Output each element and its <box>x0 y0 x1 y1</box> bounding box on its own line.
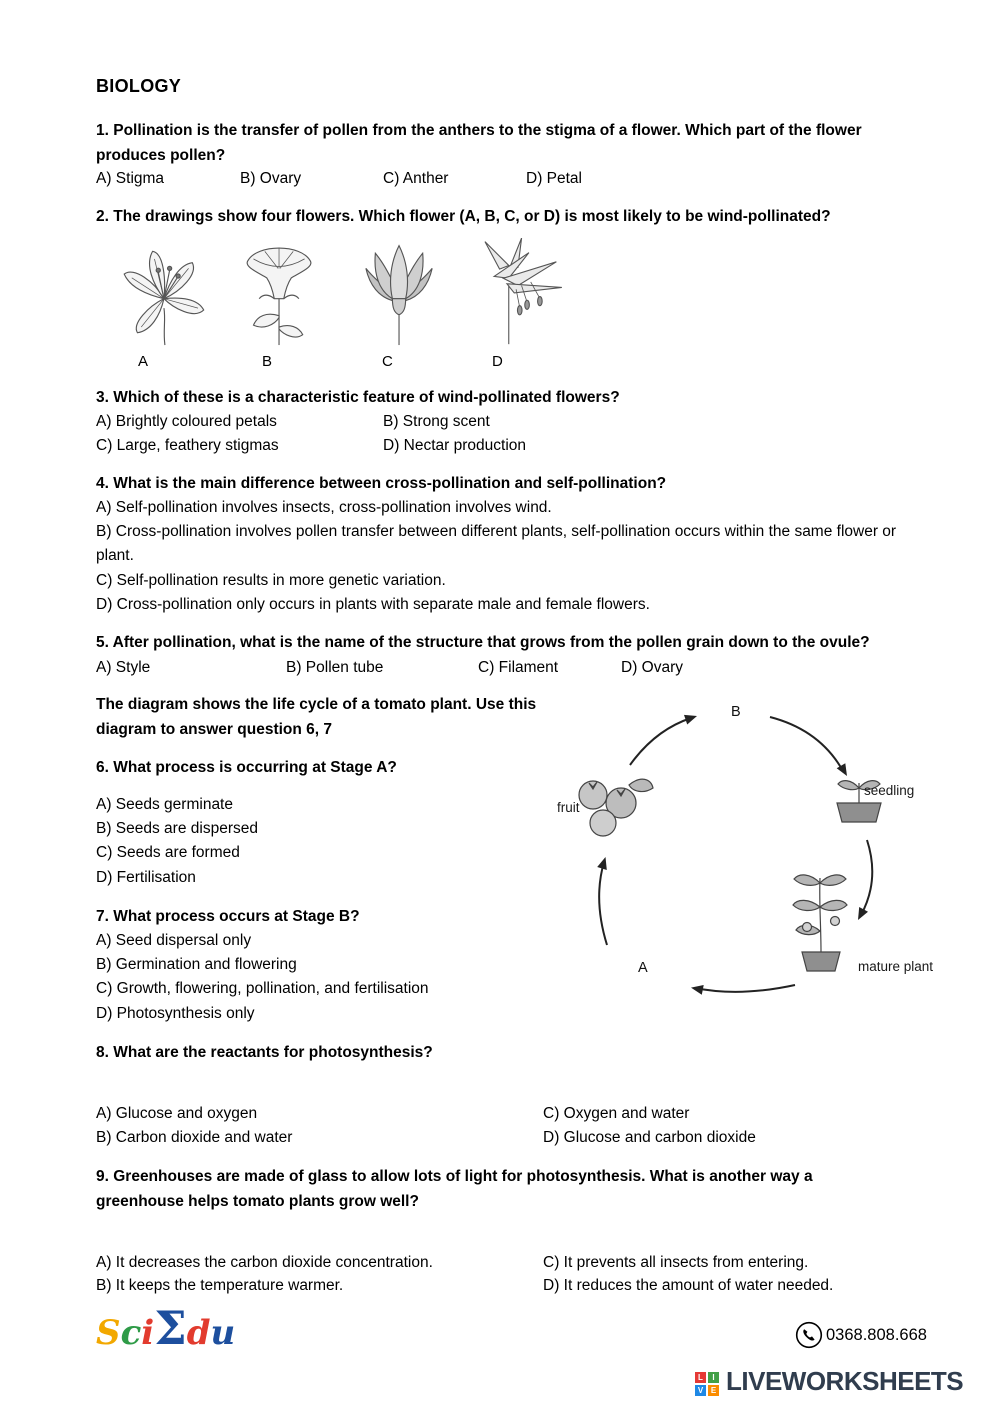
flower-d-label: D <box>492 353 503 370</box>
q1-option-a[interactable]: A) Stigma <box>96 170 165 187</box>
flower-a-illustration <box>108 240 218 346</box>
lw-grid-letter: L <box>695 1372 706 1383</box>
flower-b-figure <box>232 240 332 370</box>
question-2-text: 2. The drawings show four flowers. Which flower (A, B, C, or D) is most likely to be wind-pollinated? <box>96 208 831 225</box>
q3-option-d[interactable]: D) Nectar production <box>383 437 527 454</box>
q5-option-a[interactable]: A) Style <box>96 659 151 676</box>
flower-b-illustration <box>232 240 327 346</box>
sciedu-logo-letter: d <box>186 1313 211 1353</box>
sciedu-logo-letter: S <box>96 1313 121 1353</box>
lw-grid-letter: V <box>695 1385 706 1396</box>
q6-option-c[interactable]: C) Seeds are formed <box>96 844 240 861</box>
q7-option-a[interactable]: A) Seed dispersal only <box>96 932 252 949</box>
q6-option-b[interactable]: B) Seeds are dispersed <box>96 820 258 837</box>
q8-option-b[interactable]: B) Carbon dioxide and water <box>96 1129 293 1146</box>
sigma-glyph: Σ <box>154 1301 187 1355</box>
q5-option-c[interactable]: C) Filament <box>478 659 559 676</box>
tomato-lifecycle-diagram <box>545 695 955 1025</box>
q7-option-b[interactable]: B) Germination and flowering <box>96 956 297 973</box>
lifecycle-stage-b-label: B <box>731 704 741 720</box>
phone-number: 0368.808.668 <box>826 1325 927 1344</box>
flower-c-figure <box>352 240 452 370</box>
q8-option-c[interactable]: C) Oxygen and water <box>543 1105 690 1122</box>
lifecycle-fruit-label: fruit <box>557 800 580 815</box>
question-8-text: 8. What are the reactants for photosynthesis? <box>96 1044 433 1061</box>
sciedu-logo-letter: i <box>141 1313 155 1353</box>
flower-a-label: A <box>138 353 149 370</box>
q8-option-a[interactable]: A) Glucose and oxygen <box>96 1105 258 1122</box>
question-3-text: 3. Which of these is a characteristic feature of wind-pollinated flowers? <box>96 389 620 406</box>
q9-option-a[interactable]: A) It decreases the carbon dioxide concentration. <box>96 1254 433 1271</box>
q1-option-b[interactable]: B) Ovary <box>240 170 302 187</box>
page-title: BIOLOGY <box>96 76 182 96</box>
question-1-text: 1. Pollination is the transfer of pollen from the anthers to the stigma of a flower. Which part of the flower produces pollen? <box>96 122 862 164</box>
q7-option-c[interactable]: C) Growth, flowering, pollination, and fertilisation <box>96 980 429 997</box>
liveworksheets-logo[interactable] <box>695 1366 963 1397</box>
q4-option-a[interactable]: A) Self-pollination involves insects, cross-pollination involves wind. <box>96 499 552 516</box>
q1-option-c[interactable]: C) Anther <box>383 170 449 187</box>
lw-grid-letter: E <box>708 1385 719 1396</box>
q9-option-d[interactable]: D) It reduces the amount of water needed. <box>543 1277 834 1294</box>
q1-option-d[interactable]: D) Petal <box>526 170 582 187</box>
q6-option-d[interactable]: D) Fertilisation <box>96 869 196 886</box>
q7-option-d[interactable]: D) Photosynthesis only <box>96 1005 255 1022</box>
q3-option-b[interactable]: B) Strong scent <box>383 413 490 430</box>
q5-option-b[interactable]: B) Pollen tube <box>286 659 384 676</box>
q9-option-b[interactable]: B) It keeps the temperature warmer. <box>96 1277 344 1294</box>
q4-option-d[interactable]: D) Cross-pollination only occurs in plants with separate male and female flowers. <box>96 596 650 613</box>
q9-option-c[interactable]: C) It prevents all insects from entering. <box>543 1254 809 1271</box>
flower-a-figure <box>108 240 220 370</box>
diagram-intro-text: The diagram shows the life cycle of a tomato plant. Use this diagram to answer question 6, 7 <box>96 696 537 738</box>
q3-option-a[interactable]: A) Brightly coloured petals <box>96 413 277 430</box>
phone-contact <box>795 1321 927 1349</box>
question-5-text: 5. After pollination, what is the name of the structure that grows from the pollen grain down to the ovule? <box>96 634 870 651</box>
q3-option-c[interactable]: C) Large, feathery stigmas <box>96 437 279 454</box>
flower-c-illustration <box>352 240 447 346</box>
sciedu-logo-letter: c <box>120 1313 142 1353</box>
question-9-text: 9. Greenhouses are made of glass to allow lots of light for photosynthesis. What is another way a greenhouse helps tomato plants grow well? <box>96 1168 813 1210</box>
flower-d-figure <box>462 238 574 370</box>
q5-option-d[interactable]: D) Ovary <box>621 659 683 676</box>
q4-option-c[interactable]: C) Self-pollination results in more genetic variation. <box>96 572 446 589</box>
lw-grid-letter: I <box>708 1372 719 1383</box>
question-7-text: 7. What process occurs at Stage B? <box>96 908 360 925</box>
q6-option-a[interactable]: A) Seeds germinate <box>96 796 233 813</box>
liveworksheets-grid-icon <box>695 1372 719 1396</box>
lifecycle-seedling-label: seedling <box>864 783 915 798</box>
liveworksheets-wordmark: LIVEWORKSHEETS <box>726 1366 964 1396</box>
flower-d-illustration <box>462 238 572 346</box>
q4-option-b[interactable]: B) Cross-pollination involves pollen transfer between different plants, self-pollination occurs within the same flower or plant. <box>96 523 897 564</box>
sciedu-logo-letter: u <box>210 1313 236 1353</box>
flower-b-label: B <box>262 353 273 370</box>
lifecycle-stage-a-label: A <box>638 960 648 976</box>
flower-c-label: C <box>382 353 393 370</box>
phone-icon <box>795 1321 823 1349</box>
q8-option-d[interactable]: D) Glucose and carbon dioxide <box>543 1129 756 1146</box>
sciedu-logo <box>96 1302 235 1365</box>
question-6-text: 6. What process is occurring at Stage A? <box>96 759 397 776</box>
lifecycle-mature-plant-label: mature plant <box>858 959 934 974</box>
question-4-text: 4. What is the main difference between cross-pollination and self-pollination? <box>96 475 667 492</box>
